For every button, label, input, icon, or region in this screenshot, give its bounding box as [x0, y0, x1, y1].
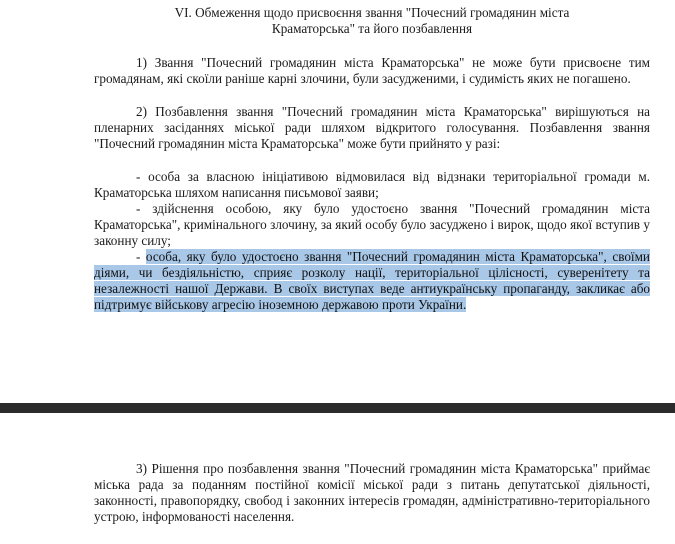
page-2-content: [94, 461, 650, 525]
paragraph-1: 1) Звання "Почесний громадянин міста Краматорська" не може бути присвоєне тим громадянам, які скоїли раніше карні злочини, були засудженими, і судимість яких не погашено.: [94, 55, 650, 86]
section-heading-line-1: VI. Обмеження щодо присвоєння звання "Почесний громадянин міста: [174, 5, 570, 20]
section-heading: [94, 5, 650, 37]
bullet-item-3-dash: -: [136, 249, 146, 264]
page-1-content: [94, 5, 650, 313]
selected-text[interactable]: особа, яку було удостоєно звання "Почесний громадянин міста Краматорська", своїми діями, чи бездіяльністю, сприяє розколу нації, територіальної цілісності, суверенітету та незалежності нашої Держави. В своїх виступах веде антиукраїнську пропаганду, закликає або підтримує військову агресію іноземною державою проти України.: [94, 249, 650, 312]
bullet-item-2: - здійснення особою, яку було удостоєно звання "Почесний громадянин міста Краматорська", кримінального злочину, за який особу було засуджено і вирок, щодо якої вступив у законну силу;: [94, 201, 650, 248]
paragraph-2: 2) Позбавлення звання "Почесний громадянин міста Краматорська" вирішуються на пленарних засіданнях міської ради шляхом відкритого голосування. Позбавлення звання "Почесний громадянин міста Краматорська" може бути прийнято у разі:: [94, 104, 650, 151]
page-break: [0, 403, 675, 413]
bullet-item-3-selected[interactable]: [94, 249, 650, 313]
document-page-2: [0, 413, 675, 544]
bullet-item-1: - особа за власною ініціативою відмовилася від відзнаки територіальної громади м. Краматорська шляхом написання письмової заяви;: [94, 169, 650, 200]
section-heading-line-2: Краматорська" та його позбавлення: [271, 21, 473, 36]
paragraph-3: 3) Рішення про позбавлення звання "Почесний громадянин міста Краматорська" приймає міська рада за поданням постійної комісії міської ради з питань депутатської діяльності, законності, правопорядку, свобод і законних інтересів громадян, адміністративно-територіального устрою, інформованості населення.: [94, 461, 650, 524]
